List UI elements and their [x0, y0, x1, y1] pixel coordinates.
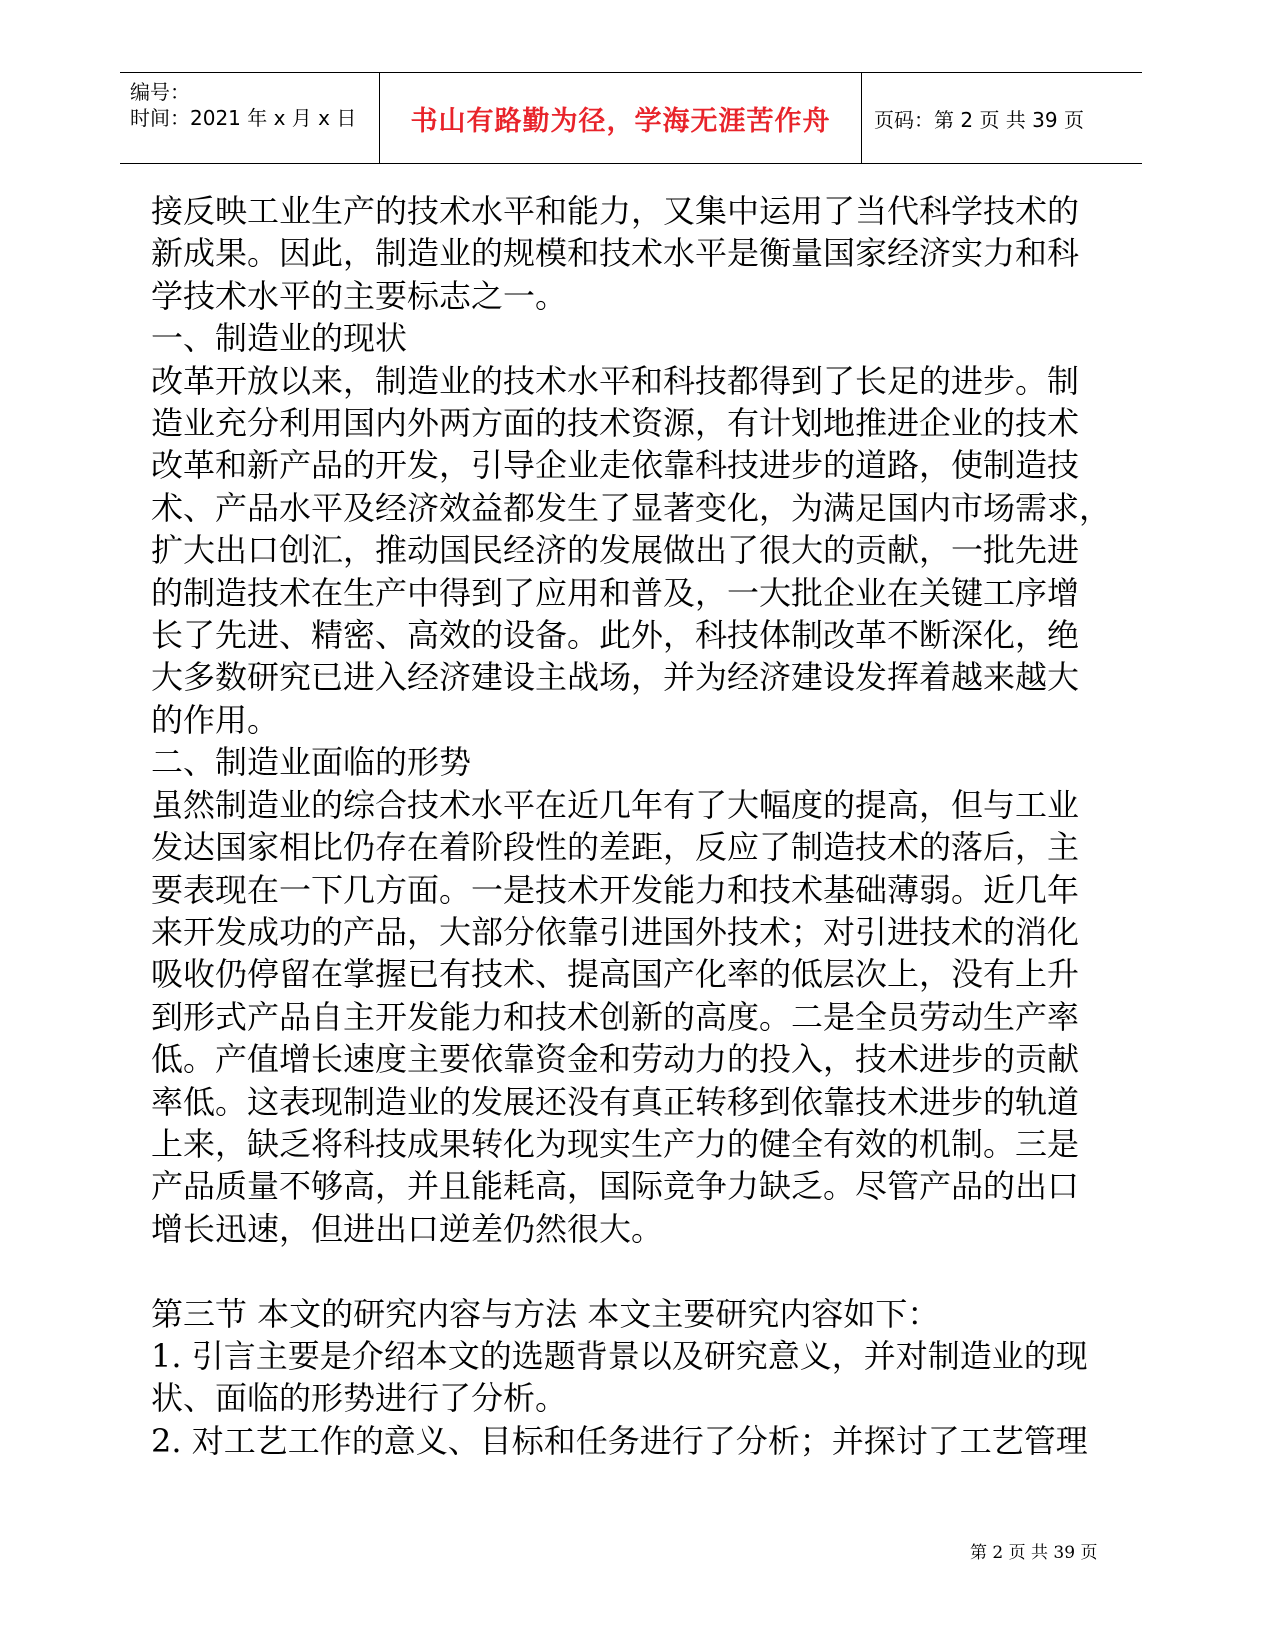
- body-line: 吸收仍停留在掌握已有技术、提高国产化率的低层次上，没有上升: [151, 955, 1080, 994]
- header-page-number: 页码：第 2 页 共 39 页: [874, 107, 1084, 132]
- body-line: 术、产品水平及经济效益都发生了显著变化，为满足国内市场需求，: [151, 488, 1112, 527]
- body-line: 扩大出口创汇，推动国民经济的发展做出了很大的贡献，一批先进: [151, 531, 1080, 570]
- body-line: 一、制造业的现状: [151, 319, 408, 358]
- body-line: 二、制造业面临的形势: [151, 743, 472, 782]
- body-line: [151, 1250, 1141, 1292]
- body-line: 1. 引言主要是介绍本文的选题背景以及研究意义，并对制造业的现: [151, 1336, 1088, 1375]
- header-motto: 书山有路勤为径，学海无涯苦作舟: [410, 105, 831, 137]
- body-line: 的作用。: [151, 700, 280, 739]
- document-number-label: 编号：: [130, 80, 190, 104]
- body-line: 来开发成功的产品，大部分依靠引进国外技术；对引进技术的消化: [151, 912, 1080, 951]
- body-line: 产品质量不够高，并且能耗高，国际竞争力缺乏。尽管产品的出口: [151, 1167, 1080, 1206]
- body-line: 要表现在一下几方面。一是技术开发能力和技术基础薄弱。近几年: [151, 870, 1080, 909]
- body-line: 改革开放以来，制造业的技术水平和科技都得到了长足的进步。制: [151, 361, 1080, 400]
- body-line: 学技术水平的主要标志之一。: [151, 276, 568, 315]
- body-line: 状、面临的形势进行了分析。: [151, 1379, 568, 1418]
- body-line: 新成果。因此，制造业的规模和技术水平是衡量国家经济实力和科: [151, 234, 1080, 273]
- body-line: 大多数研究已进入经济建设主战场，并为经济建设发挥着越来越大: [151, 658, 1080, 697]
- page-footer: 第 2 页 共 39 页: [970, 1543, 1098, 1563]
- page-header: [120, 72, 1142, 164]
- header-page-cell: [862, 73, 1142, 163]
- body-line: 虽然制造业的综合技术水平在近几年有了大幅度的提高，但与工业: [151, 785, 1080, 824]
- header-info-cell: [120, 73, 380, 163]
- body-line: 2. 对工艺工作的意义、目标和任务进行了分析；并探讨了工艺管理: [151, 1421, 1088, 1460]
- body-line: 接反映工业生产的技术水平和能力，又集中运用了当代科学技术的: [151, 192, 1080, 230]
- document-time-label: 时间：2021 年 x 月 x 日: [130, 106, 357, 130]
- header-motto-cell: [380, 73, 862, 163]
- body-line: 发达国家相比仍存在着阶段性的差距，反应了制造技术的落后，主: [151, 828, 1080, 867]
- body-line: 低。产值增长速度主要依靠资金和劳动力的投入，技术进步的贡献: [151, 1040, 1080, 1079]
- body-line: 改革和新产品的开发，引导企业走依靠科技进步的道路，使制造技: [151, 446, 1080, 485]
- body-line: 第三节 本文的研究内容与方法 本文主要研究内容如下：: [151, 1294, 940, 1333]
- body-line: 长了先进、精密、高效的设备。此外，科技体制改革不断深化，绝: [151, 616, 1080, 655]
- body-line: 到形式产品自主开发能力和技术创新的高度。二是全员劳动生产率: [151, 997, 1080, 1036]
- body-line: 上来，缺乏将科技成果转化为现实生产力的健全有效的机制。三是: [151, 1124, 1080, 1163]
- document-body: [151, 190, 1141, 1462]
- body-line: 造业充分利用国内外两方面的技术资源，有计划地推进企业的技术: [151, 404, 1080, 443]
- body-line: 增长迅速，但进出口逆差仍然很大。: [151, 1209, 664, 1248]
- body-line: 的制造技术在生产中得到了应用和普及，一大批企业在关键工序增: [151, 573, 1080, 612]
- body-line: 率低。这表现制造业的发展还没有真正转移到依靠技术进步的轨道: [151, 1082, 1080, 1121]
